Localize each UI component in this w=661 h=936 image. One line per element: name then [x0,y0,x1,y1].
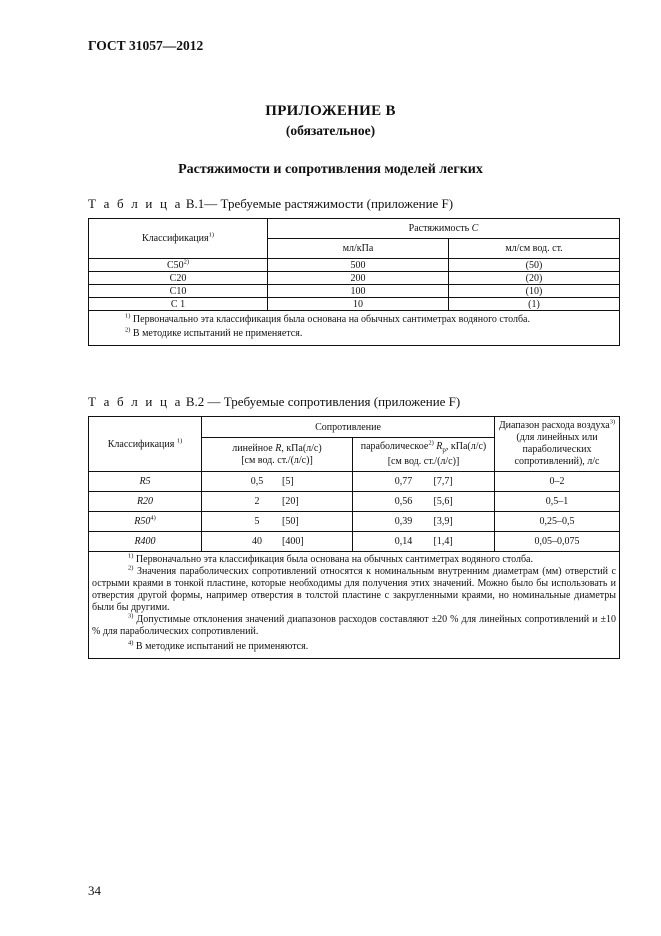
table-row [89,272,620,285]
table2-note-1: $^{1)}$ Первоначально эта классификация была основана на обычных сантиметрах водяного столба. [128,552,533,565]
table2 [88,416,620,659]
table2-header-parabolic: параболическое$^{2)}$ $R_p$, кПа(л/с) [см вод. ст./(л/с)] [353,438,495,472]
table2-note-3: $^{3)}$ Допустимые отклонения значений диапазонов расходов составляют ±20 % для линейных сопротивлений и ±10 % для параболических сопротивлений. [92,612,616,637]
table-row [89,512,620,532]
table1-note-1: $^{1)}$ Первоначально эта классификация была основана на обычных сантиметрах водяного столба. [125,312,530,325]
table2-cell-parabolic: 0,14 [1,4] [353,532,495,552]
table1-cell-b: (50) [449,259,620,272]
table2-cell-range: 0,25–0,5 [495,512,620,532]
table2-cell-class: R400 [89,532,202,552]
table1-cell-a: 500 [268,259,449,272]
table2-header-class: Классификация $^{1)}$ [89,417,202,472]
appendix-title: ПРИЛОЖЕНИЕ В [265,103,396,119]
section-title: Растяжимости и сопротивления моделей легких [178,162,483,177]
table2-cell-class: R5 [89,472,202,492]
table1-cell-a: 100 [268,285,449,298]
table-row [89,492,620,512]
table1-cell-b: (10) [449,285,620,298]
table-row [89,259,620,272]
table2-cell-linear: 2 [20] [202,492,353,512]
table1-header-b: мл/см вод. ст. [449,239,620,259]
table2-note-4: $^{4)}$ В методике испытаний не применяются. [128,639,309,652]
table2-cell-range: 0,05–0,075 [495,532,620,552]
table1-cell-b: (20) [449,272,620,285]
table2-cell-range: 0–2 [495,472,620,492]
table1-header-a: мл/кПа [268,239,449,259]
appendix-subtitle: (обязательное) [285,123,376,138]
table2-header-range: Диапазон расхода воздуха$^{3)}$ (для линейных или параболических сопротивлений), л/с [495,417,620,472]
page-number: 34 [88,883,101,898]
table2-caption [88,394,460,410]
table-row [89,472,620,492]
table1-cell-a: 200 [268,272,449,285]
table2-cell-linear: 40 [400] [202,532,353,552]
table2-header-group: Сопротивление [202,417,495,438]
table2-cell-class: R50$^{4)}$ [89,512,202,532]
table1-caption-prefix: Т а б л и ц а [88,196,183,211]
table1-caption-text: В.1— Требуемые растяжимости (приложение F) [182,196,454,211]
table1-cell-class: С 1 [89,298,268,311]
table2-cell-linear: 0,5 [5] [202,472,353,492]
table1-notes [89,311,620,346]
table1 [88,218,620,346]
table2-header-linear: линейное R, кПа(л/с) [см вод. ст./(л/с)] [202,438,353,472]
table1-header-group: Растяжимость C [268,219,620,239]
table1-note-2: $^{2)}$ В методике испытаний не применяется. [125,326,303,339]
table2-notes [89,552,620,659]
table-row [89,285,620,298]
table1-cell-class: С10 [89,285,268,298]
table-row [89,532,620,552]
table1-caption [88,196,453,212]
table2-cell-parabolic: 0,39 [3,9] [353,512,495,532]
table2-cell-range: 0,5–1 [495,492,620,512]
document-header: ГОСТ 31057—2012 [88,38,204,53]
table1-cell-a: 10 [268,298,449,311]
table2-caption-prefix: Т а б л и ц а [88,394,183,409]
table1-header-class: Классификация$^{1)}$ [89,219,268,259]
table2-cell-class: R20 [89,492,202,512]
table2-cell-parabolic: 0,56 [5,6] [353,492,495,512]
table-row [89,298,620,311]
table1-cell-class: С20 [89,272,268,285]
table2-cell-parabolic: 0,77 [7,7] [353,472,495,492]
table2-cell-linear: 5 [50] [202,512,353,532]
table1-cell-b: (1) [449,298,620,311]
table2-note-2: $^{2)}$ Значения параболических сопротивлений относятся к номинальным внутренним диаметрам (мм) отверстий с острыми краями в тонкой пластине, которые необходимы для получения этих значений. Можно было бы использовать и отверстия другой формы, например отверстия в толстой пластине с закругленными краями, но номинальные диаметры были бы другими. [92,564,616,613]
table1-cell-class: С50$^{2)}$ [89,259,268,272]
table2-caption-text: В.2 — Требуемые сопротивления (приложение F) [182,394,461,409]
